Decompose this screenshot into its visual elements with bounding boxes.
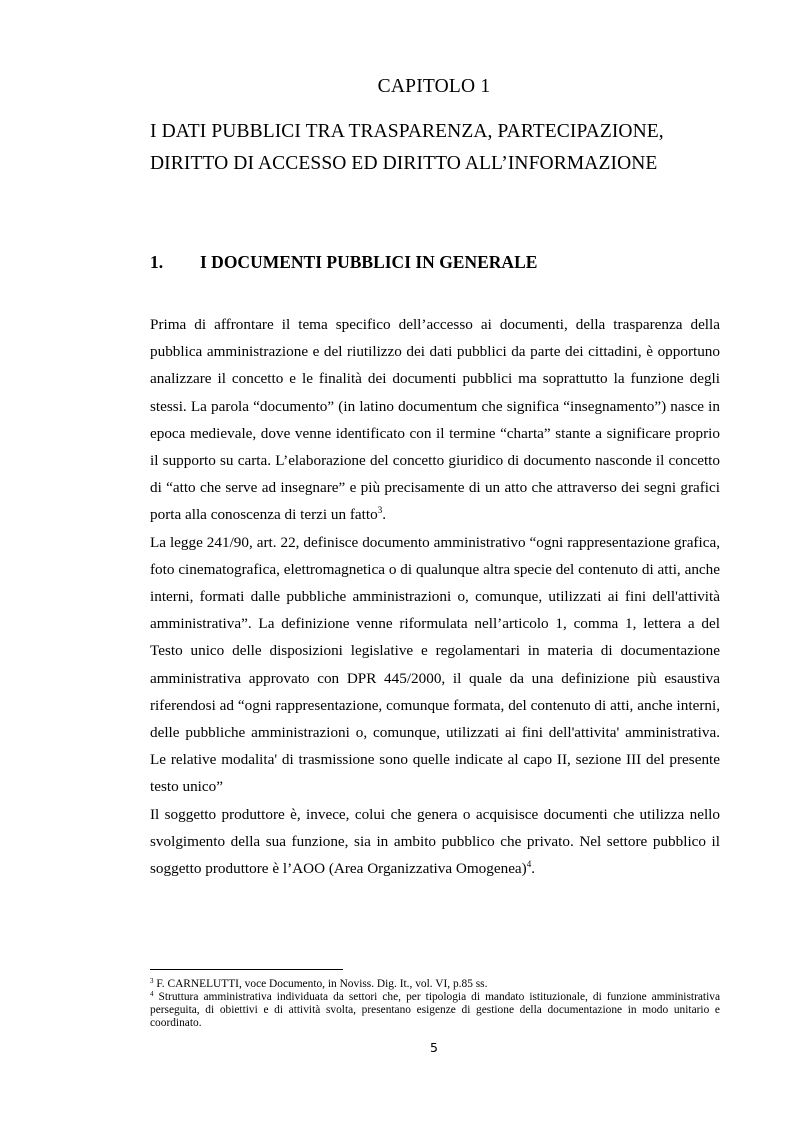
footnote-text: , voce Documento, in Noviss. Dig. It., vol. VI, p.85 ss. (238, 978, 488, 990)
page-number: 5 (430, 1040, 438, 1055)
paragraph (150, 311, 720, 529)
footnotes (150, 978, 720, 1030)
chapter-title-line: I DATI PUBBLICI TRA TRASPARENZA, PARTECIPAZIONE, (150, 121, 664, 142)
section-heading (150, 252, 537, 273)
footnote-author-name: ARNELUTTI (175, 978, 239, 990)
footnote-ref[interactable]: 4 (526, 859, 532, 870)
footnote-separator (150, 969, 343, 970)
paragraph-end: . (382, 506, 387, 524)
paragraph-end: . (531, 860, 536, 878)
chapter-label: CAPITOLO 1 (377, 76, 491, 97)
footnote-author-initial: F. C (156, 978, 176, 990)
footnote-text: Struttura amministrativa individuata da settori che, per tipologia di mandato istituzionale, di funzione amministrativa perseguita, di obiettivi e di attività svolta, presentano esigenze di gestione della documentazione in modo unitario e coordinato. (150, 990, 720, 1029)
paragraph (150, 529, 720, 801)
footnote (150, 978, 720, 991)
paragraph (150, 801, 720, 883)
footnote-number: 4 (150, 989, 154, 998)
section-number: 1. (150, 252, 164, 272)
footnote (150, 991, 720, 1030)
footnote-number: 3 (150, 977, 154, 985)
footnote-ref[interactable]: 3 (377, 505, 383, 516)
paragraph-text: La legge 241/90, art. 22, definisce documento amministrativo “ogni rappresentazione grafica, foto cinematografica, elettromagnetica o di qualunque altra specie del contenuto di atti, anche interni, formati dalle pubbliche amministrazioni o, comunque, utilizzati ai fini dell'attività amministrativa”. La definizione venne riformulata nell’articolo 1, comma 1, lettera a del Testo unico delle disposizioni legislative e regolamentari in materia di documentazione amministrativa approvato con DPR 445/2000, il quale da una definizione più esaustiva riferendosi ad “ogni rappresentazione, comunque formata, del contenuto di atti, anche interni, delle pubbliche amministrazioni o, comunque, utilizzati ai fini dell'attivita' amministrativa. Le relative modalita' di trasmissione sono quelle indicate al capo II, sezione III del presente testo unico” (150, 533, 720, 796)
paragraph-text: Il soggetto produttore è, invece, colui che genera o acquisisce documenti che utilizza nello svolgimento della sua funzione, sia in ambito pubblico che privato. Nel settore pubblico il soggetto produttore è l’AOO (Area Organizzativa Omogenea) (150, 805, 720, 878)
paragraph-text: Prima di affrontare il tema specifico dell’accesso ai documenti, della trasparenza della pubblica amministrazione e del riutilizzo dei dati pubblici da parte dei cittadini, è opportuno analizzare il concetto e le finalità dei documenti pubblici ma soprattutto la funzione degli stessi. La parola “documento” (in latino documentum che significa “insegnamento”) nasce in epoca medievale, dove venne identificato con il termine “charta” stante a significare proprio il supporto su carta. L’elaborazione del concetto giuridico di documento nasconde il concetto di “atto che serve ad insegnare” e più precisamente di un atto che attraverso dei segni grafici porta alla conoscenza di terzi un fatto (150, 316, 720, 524)
chapter-title-line: DIRITTO DI ACCESSO ED DIRITTO ALL’INFORMAZIONE (150, 153, 658, 174)
body-text (150, 311, 720, 882)
chapter-title (150, 116, 722, 180)
section-title: I DOCUMENTI PUBBLICI IN GENERALE (200, 252, 538, 272)
